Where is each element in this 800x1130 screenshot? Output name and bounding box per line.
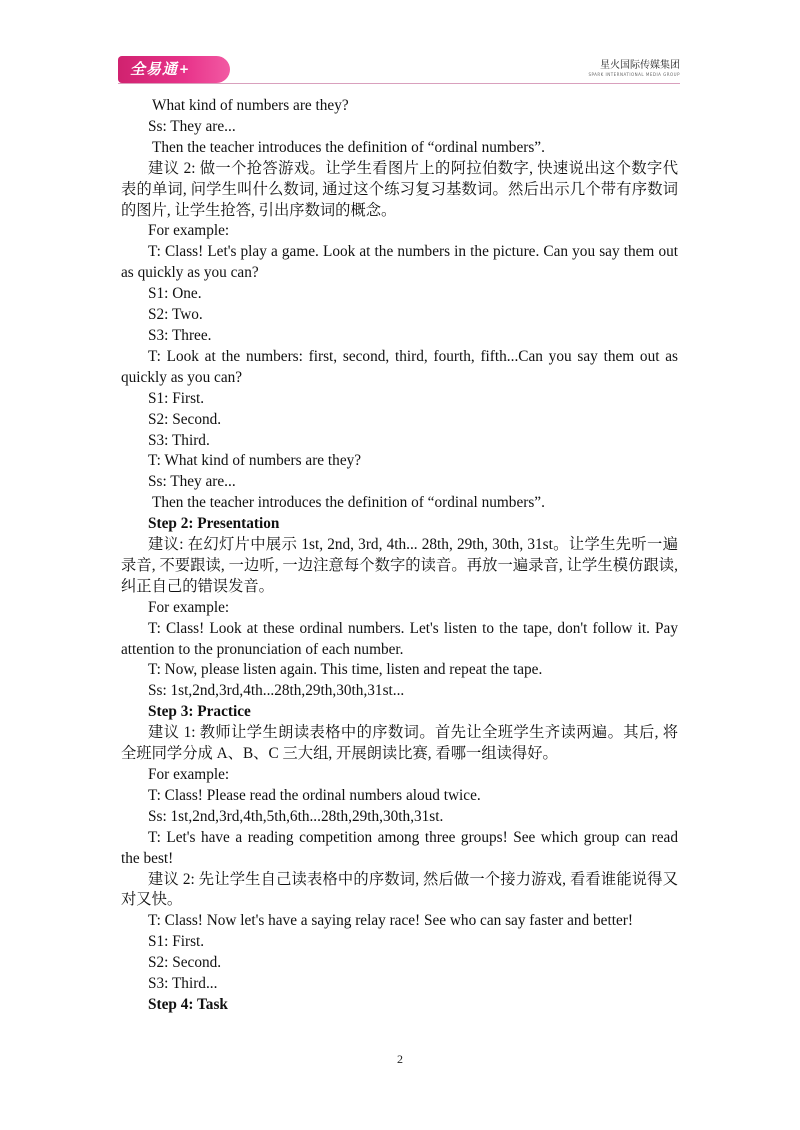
body-paragraph: For example: xyxy=(148,222,230,240)
body-paragraph: T: Class! Now let's have a saying relay race! See who can say faster and better! xyxy=(148,912,633,930)
brand-logo xyxy=(118,56,230,83)
body-paragraph: Ss: 1st,2nd,3rd,4th...28th,29th,30th,31st... xyxy=(148,682,405,700)
body-paragraph: S2: Second. xyxy=(148,410,222,428)
body-paragraph: 建议 2: 先让学生自己读表格中的序数词, 然后做一个接力游戏, 看看谁能说得又对又快。 xyxy=(121,870,678,909)
body-paragraph: T: Now, please listen again. This time, listen and repeat the tape. xyxy=(148,661,543,679)
header-divider xyxy=(118,83,680,84)
section-heading: Step 4: Task xyxy=(148,995,228,1013)
body-paragraph: S3: Three. xyxy=(148,326,212,344)
brand-logo-text: 全易通 xyxy=(130,60,179,78)
publisher-block xyxy=(588,60,680,78)
body-paragraph: S3: Third. xyxy=(148,431,210,449)
body-paragraph: T: Let's have a reading competition among three groups! See which group can read the best! xyxy=(121,828,678,867)
body-paragraph: S2: Second. xyxy=(148,954,222,972)
body-paragraph: 建议 2: 做一个抢答游戏。让学生看图片上的阿拉伯数字, 快速说出这个数字代表的单词, 问学生叫什么数词, 通过这个练习复习基数词。然后出示几个带有序数词的图片, 让学生抢答, 引出序数词的概念。 xyxy=(121,159,678,219)
brand-logo-plus: + xyxy=(179,62,191,76)
body-paragraph: What kind of numbers are they? xyxy=(152,97,349,114)
body-paragraph: Then the teacher introduces the definition of “ordinal numbers”. xyxy=(152,138,545,156)
publisher-name-cn: 星火国际传媒集团 xyxy=(600,60,680,71)
body-paragraph: S1: One. xyxy=(148,285,202,303)
body-paragraph: Ss: They are... xyxy=(148,117,236,135)
body-paragraph: S3: Third... xyxy=(148,975,218,993)
section-heading: Step 3: Practice xyxy=(148,703,251,721)
body-paragraph: S2: Two. xyxy=(148,306,203,324)
body-paragraph: T: What kind of numbers are they? xyxy=(148,452,362,470)
section-heading: Step 2: Presentation xyxy=(148,515,280,533)
body-paragraph: Then the teacher introduces the definition of “ordinal numbers”. xyxy=(152,494,545,512)
body-paragraph: Ss: 1st,2nd,3rd,4th,5th,6th...28th,29th,30th,31st. xyxy=(148,807,444,825)
body-paragraph: Ss: They are... xyxy=(148,473,236,491)
body-paragraph: T: Class! Look at these ordinal numbers. Let's listen to the tape, don't follow it. Pay attention to the pronunciation of each number. xyxy=(121,619,678,658)
body-paragraph: S1: First. xyxy=(148,389,205,407)
body-paragraph: T: Class! Please read the ordinal numbers aloud twice. xyxy=(148,786,481,804)
body-paragraph: S1: First. xyxy=(148,933,205,951)
publisher-name-en: SPARK INTERNATIONAL MEDIA GROUP xyxy=(588,72,680,77)
body-paragraph: 建议 1: 教师让学生朗读表格中的序数词。首先让全班学生齐读两遍。其后, 将全班同学分成 A、B、C 三大组, 开展朗读比赛, 看哪一组读得好。 xyxy=(121,724,678,763)
page-number: 2 xyxy=(397,1052,403,1066)
body-paragraph: T: Look at the numbers: first, second, third, fourth, fifth...Can you say them out as quickly as you can? xyxy=(121,347,678,386)
document-body xyxy=(121,96,678,1016)
body-paragraph: 建议: 在幻灯片中展示 1st, 2nd, 3rd, 4th... 28th, 29th, 30th, 31st。让学生先听一遍录音, 不要跟读, 一边听, 一边注意每个数字的读音。再放一遍录音, 让学生模仿跟读, 纠正自己的错误发音。 xyxy=(121,536,678,595)
page-header xyxy=(118,56,680,84)
body-paragraph: For example: xyxy=(148,766,230,783)
body-paragraph: T: Class! Let's play a game. Look at the numbers in the picture. Can you say them out as quickly as you can? xyxy=(121,243,678,282)
body-paragraph: For example: xyxy=(148,598,230,616)
